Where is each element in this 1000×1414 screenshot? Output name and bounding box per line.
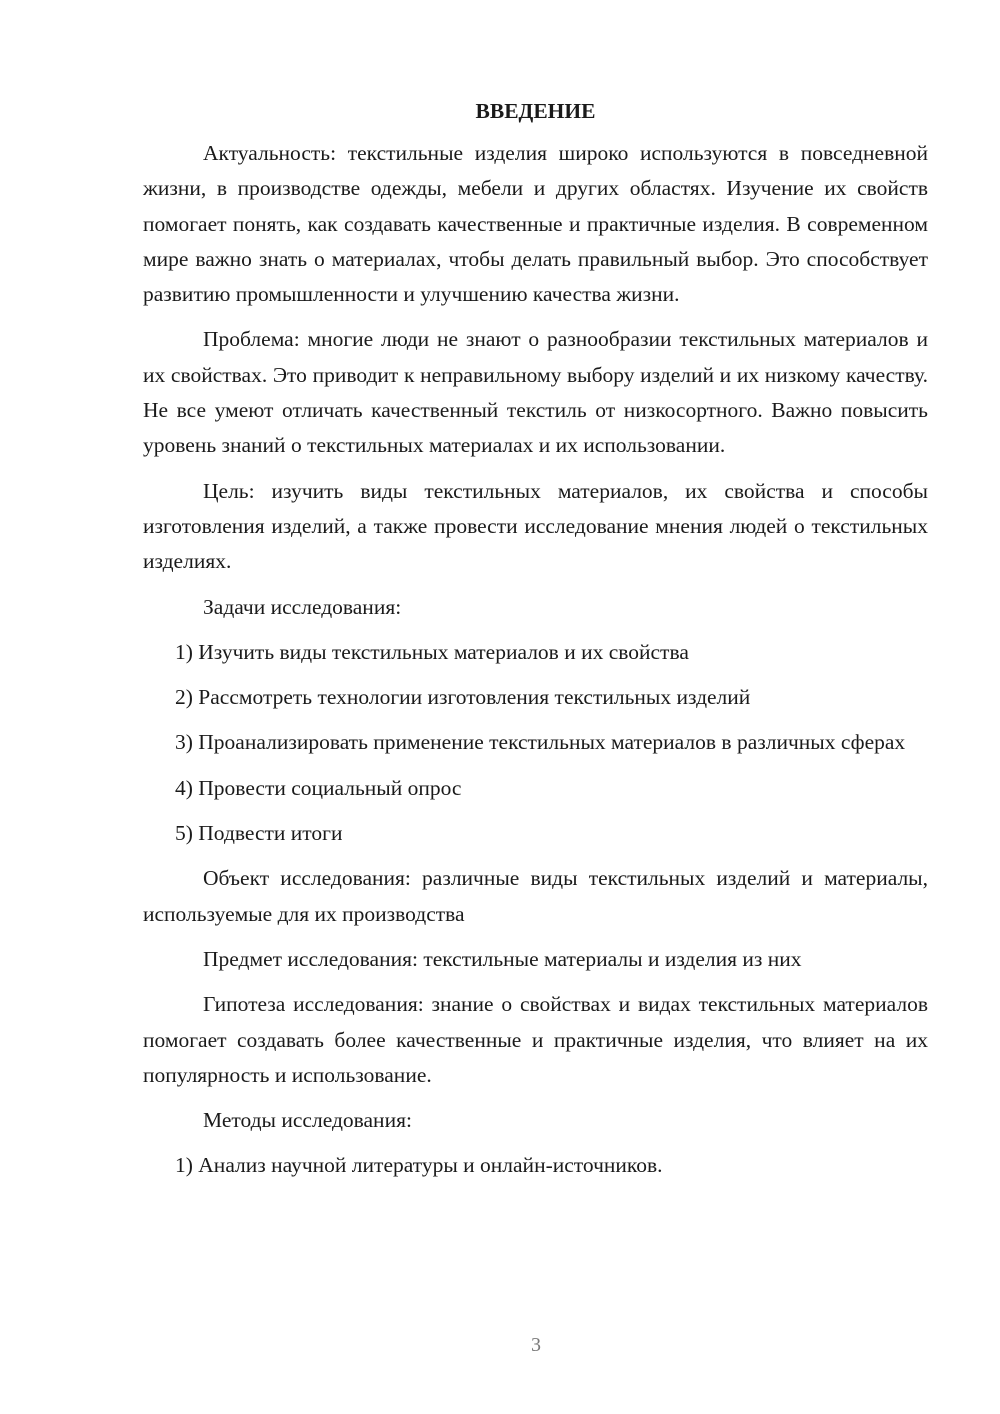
page-number: 3 xyxy=(531,1334,541,1356)
task-item-4: 4) Провести социальный опрос xyxy=(175,775,462,800)
task-item-3: 3) Проанализировать применение текстильных материалов в различных сферах xyxy=(175,730,906,755)
page-content xyxy=(143,96,928,1194)
task-item-1: 1) Изучить виды текстильных материалов и их свойства xyxy=(175,639,689,664)
goal-paragraph: Цель: изучить виды текстильных материалов, их свойства и способы изготовления изделий, а также провести исследование мнения людей о текстильных изделиях. xyxy=(143,478,928,574)
method-item-1: 1) Анализ научной литературы и онлайн-источников. xyxy=(175,1153,663,1178)
relevance-paragraph: Актуальность: текстильные изделия широко используются в повседневной жизни, в производстве одежды, мебели и других областях. Изучение их свойств помогает понять, как создавать качественные и практичные изделия. В современном мире важно знать о материалах, чтобы делать правильный выбор. Это способствует развитию промышленности и улучшению качества жизни. xyxy=(143,141,928,307)
problem-paragraph: Проблема: многие люди не знают о разнообразии текстильных материалов и их свойствах. Это приводит к неправильному выбору изделий и их низкому качеству. Не все умеют отличать качественный текстиль от низкосортного. Важно повысить уровень знаний о текстильных материалах и их использовании. xyxy=(143,327,928,458)
methods-heading: Методы исследования: xyxy=(203,1108,412,1133)
tasks-heading: Задачи исследования: xyxy=(203,594,402,619)
task-item-5: 5) Подвести итоги xyxy=(175,821,343,846)
hypothesis-paragraph: Гипотеза исследования: знание о свойствах и видах текстильных материалов помогает создавать более качественные и практичные изделия, что влияет на их популярность и использование. xyxy=(143,992,928,1087)
section-title: ВВЕДЕНИЕ xyxy=(475,99,596,123)
task-item-2: 2) Рассмотреть технологии изготовления текстильных изделий xyxy=(175,685,751,710)
object-paragraph: Объект исследования: различные виды текстильных изделий и материалы, используемые для их производства xyxy=(143,866,928,926)
subject-paragraph: Предмет исследования: текстильные материалы и изделия из них xyxy=(203,946,802,971)
